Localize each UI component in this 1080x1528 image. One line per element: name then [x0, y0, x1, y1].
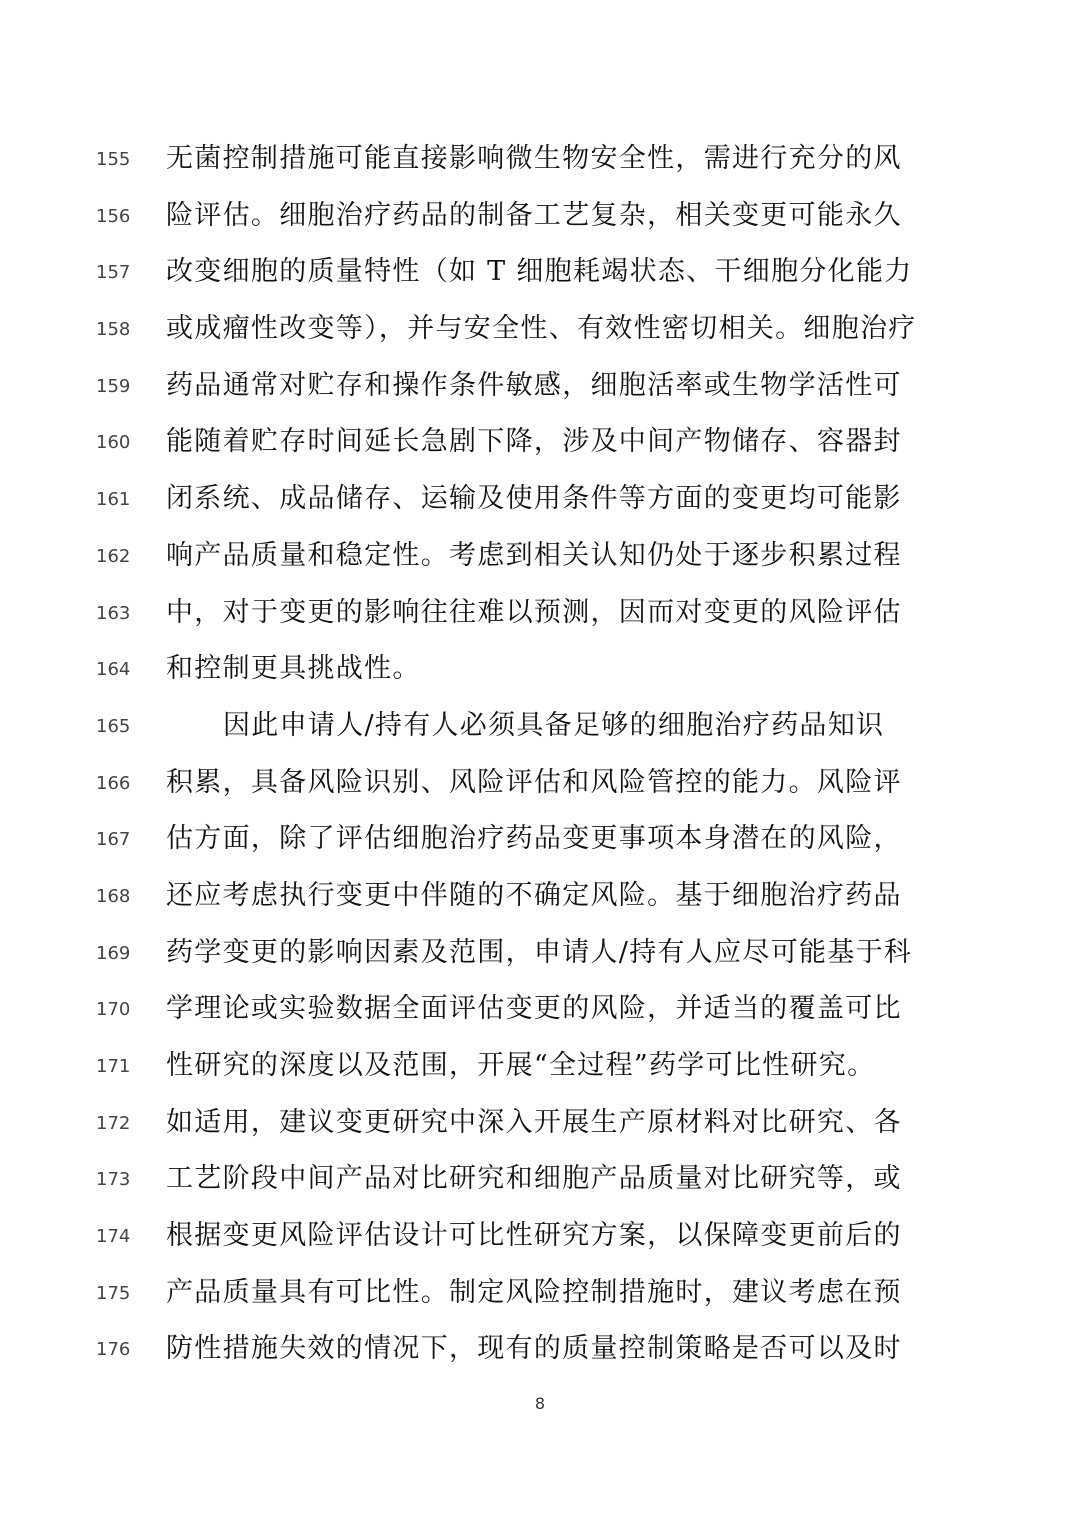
line-number: 162: [96, 545, 131, 567]
line-text: 产品质量具有可比性。制定风险控制措施时，建议考虑在预: [166, 1276, 902, 1308]
text-line: [0, 700, 1080, 757]
line-number: 160: [96, 432, 131, 454]
text-line: [0, 360, 1080, 417]
line-number: 163: [96, 602, 131, 624]
line-number: 174: [96, 1226, 131, 1248]
text-line: [0, 643, 1080, 700]
line-number: 170: [96, 999, 131, 1021]
line-number: 155: [96, 149, 131, 170]
text-line: [0, 1210, 1080, 1267]
line-text: 还应考虑执行变更中伴随的不确定风险。基于细胞治疗药品: [166, 879, 902, 911]
text-line: [0, 813, 1080, 870]
line-text: 工艺阶段中间产品对比研究和细胞产品质量对比研究等，或: [166, 1163, 902, 1195]
text-line: [0, 983, 1080, 1040]
line-number: 175: [96, 1282, 131, 1304]
line-text: 中，对于变更的影响往往难以预测，因而对变更的风险评估: [166, 596, 902, 628]
text-line: [0, 1323, 1080, 1380]
text-line: [0, 587, 1080, 644]
text-line: [0, 190, 1080, 247]
line-number: 168: [96, 885, 131, 907]
numbered-text-lines: [0, 133, 1080, 1380]
line-number: 159: [96, 375, 131, 397]
text-line: [0, 473, 1080, 530]
line-number: 157: [96, 262, 131, 284]
page-number: 8: [534, 1394, 546, 1413]
line-text: 险评估。细胞治疗药品的制备工艺复杂，相关变更可能永久: [166, 199, 902, 231]
line-number: 173: [96, 1169, 131, 1191]
line-number: 164: [96, 659, 131, 681]
line-number: 167: [96, 829, 131, 851]
text-line: [0, 870, 1080, 927]
line-number: 161: [96, 489, 131, 511]
text-line: [0, 1267, 1080, 1324]
line-text: 闭系统、成品储存、运输及使用条件等方面的变更均可能影: [166, 483, 902, 515]
line-text: 因此申请人/持有人必须具备足够的细胞治疗药品知识: [223, 709, 885, 741]
line-text: 药品通常对贮存和操作条件敏感，细胞活率或生物学活性可: [166, 369, 902, 401]
text-line: [0, 303, 1080, 360]
line-text: 学理论或实验数据全面评估变更的风险，并适当的覆盖可比: [166, 993, 902, 1025]
line-number: 156: [96, 205, 131, 227]
line-text: 防性措施失效的情况下，现有的质量控制策略是否可以及时: [166, 1333, 902, 1365]
line-text: 和控制更具挑战性。: [166, 653, 421, 685]
line-text: 响产品质量和稳定性。考虑到相关认知仍处于逐步积累过程: [166, 539, 902, 571]
line-number: 169: [96, 942, 131, 964]
line-number: 171: [96, 1056, 131, 1077]
text-line: [0, 246, 1080, 303]
line-text: 能随着贮存时间延长急剧下降，涉及中间产物储存、容器封: [166, 426, 902, 458]
line-text: 积累，具备风险识别、风险评估和风险管控的能力。风险评: [166, 766, 902, 798]
text-line: [0, 927, 1080, 984]
line-number: 176: [96, 1339, 131, 1361]
line-text: 或成瘤性改变等），并与安全性、有效性密切相关。细胞治疗: [166, 313, 917, 345]
text-line: [0, 1097, 1080, 1154]
text-line: [0, 416, 1080, 473]
line-number: 172: [96, 1112, 131, 1134]
line-text: 药学变更的影响因素及范围，申请人/持有人应尽可能基于科: [166, 936, 913, 968]
line-text: 改变细胞的质量特性（如 T 细胞耗竭状态、干细胞分化能力: [166, 256, 913, 288]
line-text: 根据变更风险评估设计可比性研究方案，以保障变更前后的: [166, 1220, 902, 1252]
text-line: [0, 1153, 1080, 1210]
line-text: 如适用，建议变更研究中深入开展生产原材料对比研究、各: [166, 1106, 902, 1138]
line-number: 166: [96, 772, 131, 794]
text-line: [0, 530, 1080, 587]
line-text: 无菌控制措施可能直接影响微生物安全性，需进行充分的风: [166, 143, 902, 174]
line-number: 165: [96, 715, 131, 737]
line-number: 158: [96, 319, 131, 341]
line-text: 性研究的深度以及范围，开展“全过程”药学可比性研究。: [166, 1050, 876, 1081]
text-line: [0, 133, 1080, 190]
line-text: 估方面，除了评估细胞治疗药品变更事项本身潜在的风险，: [166, 823, 902, 855]
text-line: [0, 1040, 1080, 1097]
text-line: [0, 757, 1080, 814]
